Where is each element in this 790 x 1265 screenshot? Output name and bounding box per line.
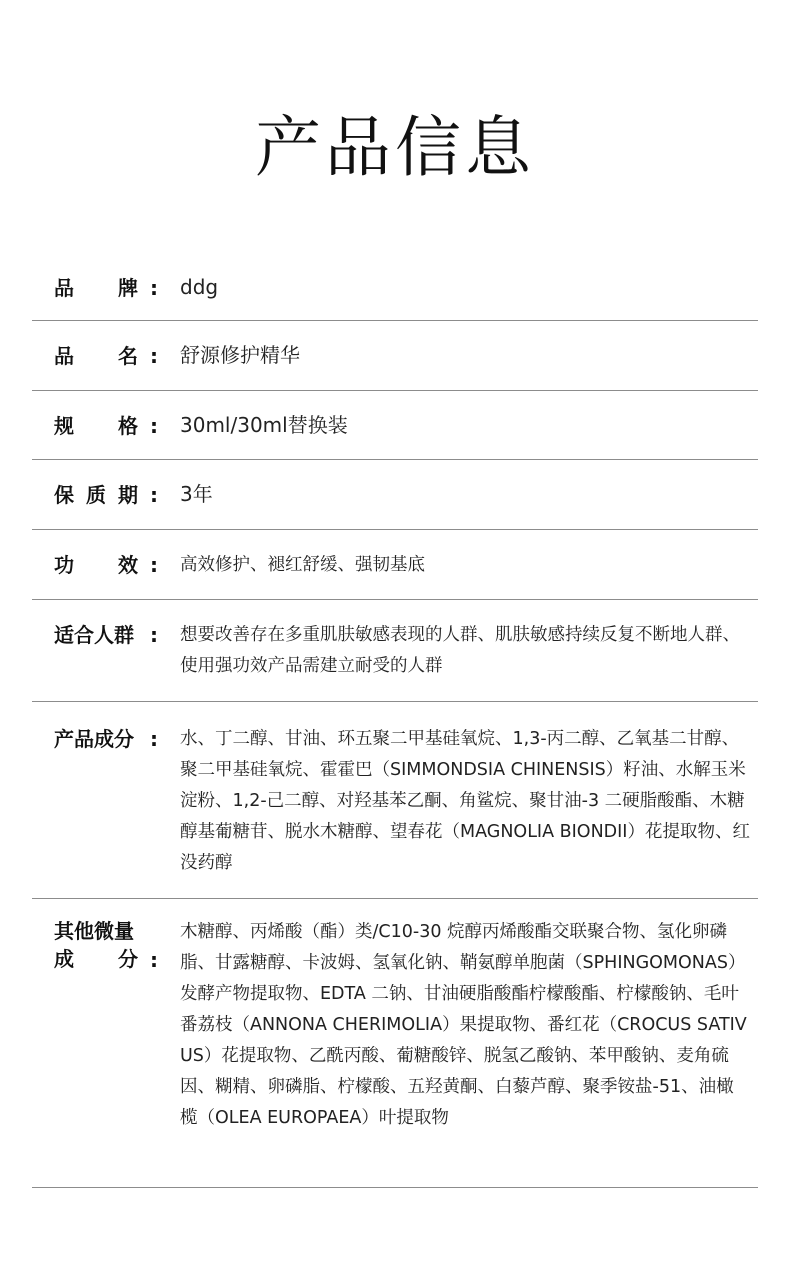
label-colon: : — [150, 727, 158, 751]
page-title: 产品信息 — [255, 109, 535, 186]
efficacy-value: 高效修护、褪红舒缓、强韧基底 — [180, 555, 425, 575]
row-label — [54, 273, 138, 304]
row-ingredients — [32, 702, 758, 899]
label-colon: : — [150, 276, 158, 300]
row-label — [54, 550, 138, 581]
label-char: 分 — [118, 947, 138, 971]
spec-value: 30ml/30ml替换装 — [180, 413, 348, 437]
label-line — [54, 945, 138, 973]
label-char: 期 — [118, 483, 138, 507]
ingredients-value: 水、丁二醇、甘油、环五聚二甲基硅氧烷、1,3-丙二醇、乙氧基二甘醇、聚二甲基硅氧烷、霍霍巴（SIMMONDSIA CHINENSIS）籽油、水解玉米淀粉、1,2-己二醇、对羟基苯乙酮、角鲨烷、聚甘油-3 二硬脂酸酯、木糖醇基葡糖苷、脱水木糖醇、望春花（MAGNOLIA BIONDII）花提取物、红没药醇 — [180, 729, 750, 873]
row-label — [54, 917, 148, 973]
label-colon: : — [150, 483, 158, 507]
trace-ingredients-value: 木糖醇、丙烯酸（酯）类/C10-30 烷醇丙烯酸酯交联聚合物、氢化卵磷脂、甘露糖醇、卡波姆、氢氧化钠、鞘氨醇单胞菌（SPHINGOMONAS）发酵产物提取物、EDTA 二钠、甘油硬脂酸酯柠檬酸酯、柠檬酸钠、毛叶番荔枝（ANNONA CHERIMOLIA）果提取物、番红花（CROCUS SATIVUS）花提取物、乙酰丙酸、葡糖酸锌、脱氢乙酸钠、苯甲酸钠、麦角硫因、糊精、卵磷脂、柠檬酸、五羟黄酮、白藜芦醇、聚季铵盐-51、油橄榄（OLEA EUROPAEA）叶提取物 — [180, 922, 747, 1128]
row-label — [54, 480, 138, 511]
label-char: 功 — [54, 553, 74, 577]
label-colon: : — [150, 948, 158, 972]
row-label — [54, 411, 138, 442]
row-product-name — [32, 321, 758, 391]
row-efficacy — [32, 530, 758, 600]
label-char: 质 — [86, 483, 106, 507]
label-char: 保 — [54, 483, 74, 507]
label-colon: : — [150, 344, 158, 368]
row-label: 适合人群 — [54, 623, 134, 647]
row-trace-ingredients — [32, 899, 758, 1188]
label-char: 规 — [54, 414, 74, 438]
label-colon: : — [150, 414, 158, 438]
label-char: 品 — [54, 344, 74, 368]
row-brand — [32, 258, 758, 321]
label-colon: : — [150, 553, 158, 577]
label-char: 品 — [54, 276, 74, 300]
label-char: 成 — [54, 947, 74, 971]
label-colon: : — [150, 623, 158, 647]
row-shelf-life — [32, 460, 758, 530]
brand-value: ddg — [180, 275, 219, 299]
row-spec — [32, 391, 758, 460]
product-name-value: 舒源修护精华 — [180, 343, 300, 367]
label-char: 效 — [118, 553, 138, 577]
row-label — [54, 341, 138, 372]
shelf-life-value: 3年 — [180, 482, 213, 506]
label-line: 其他微量 — [54, 919, 134, 943]
suitable-users-value: 想要改善存在多重肌肤敏感表现的人群、肌肤敏感持续反复不断地人群、使用强功效产品需建立耐受的人群 — [180, 625, 740, 676]
row-label: 产品成分 — [54, 727, 134, 751]
label-char: 名 — [118, 344, 138, 368]
spec-table — [32, 258, 758, 1188]
label-char: 牌 — [118, 276, 138, 300]
row-suitable-users — [32, 600, 758, 702]
label-char: 格 — [118, 414, 138, 438]
